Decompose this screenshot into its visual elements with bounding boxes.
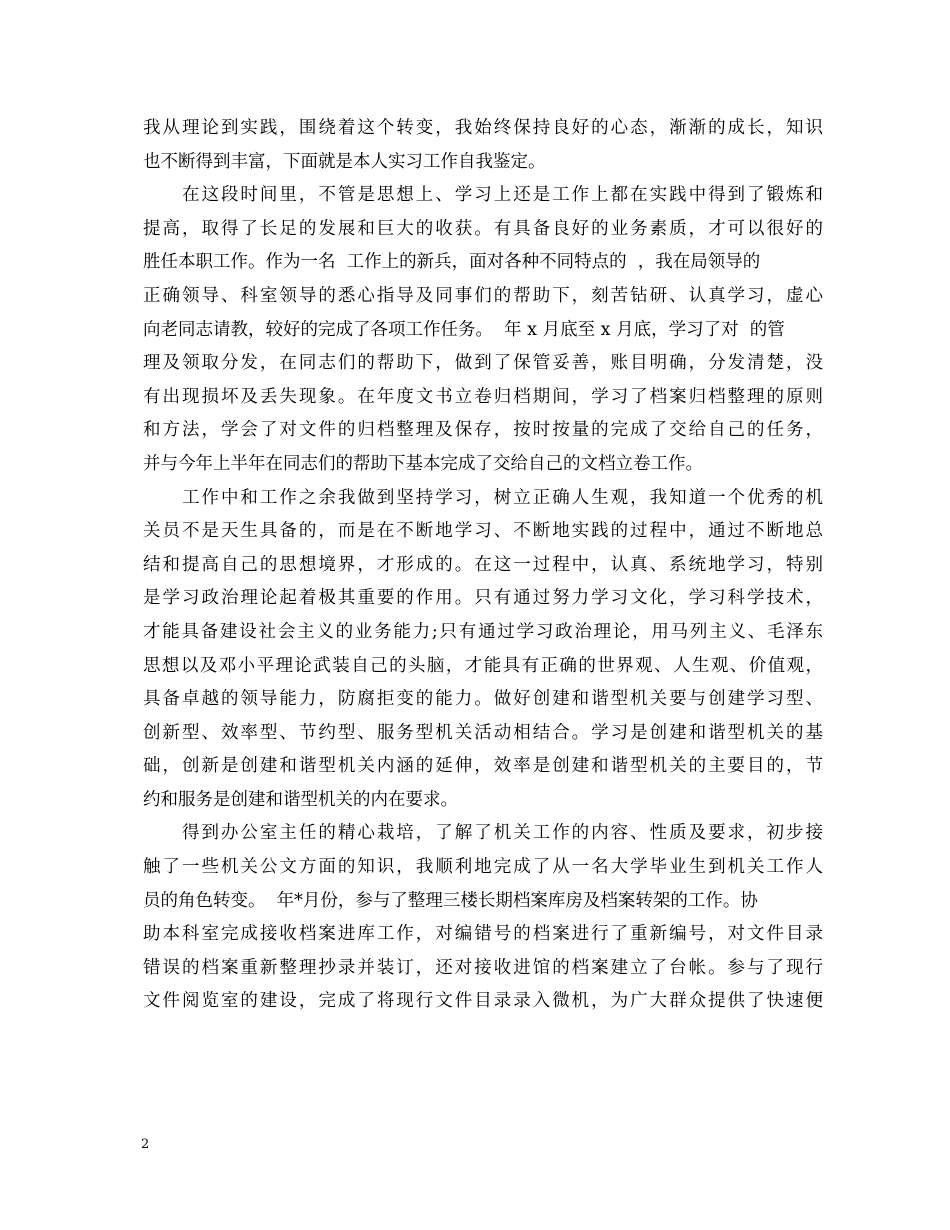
page-number: 2 <box>141 1137 150 1152</box>
text-line: 关员不是天生具备的，而是在不断地学习、不断地实践的过程中，通过不断地总 <box>143 521 823 542</box>
text-line: 础，创新是创建和谐型机关内涵的延伸，效率是创建和谐型机关的主要目的，节 <box>143 756 823 777</box>
text-line: 思想以及邓小平理论武装自己的头脑，才能具有正确的世界观、人生观、价值观， <box>143 655 823 676</box>
text-line: 在这段时间里，不管是思想上、学习上还是工作上都在实践中得到了锻炼和 <box>143 185 823 206</box>
text-line: 提高，取得了长足的发展和巨大的收获。有具备良好的业务素质，才可以很好的 <box>143 218 823 239</box>
text-line: 助本科室完成接收档案进库工作，对编错号的档案进行了重新编号，对文件目录 <box>143 924 823 945</box>
text-line: 并与今年上半年在同志们的帮助下基本完成了交给自己的文档立卷工作。 <box>143 453 703 474</box>
text-line: 才能具备建设社会主义的业务能力;只有通过学习政治理论，用马列主义、毛泽东 <box>143 621 823 642</box>
text-line: 和方法，学会了对文件的归档整理及保存，按时按量的完成了交给自己的任务， <box>143 420 823 441</box>
text-line: 胜任本职工作。作为一名 工作上的新兵，面对各种不同特点的 ，我在局领导的 <box>143 252 761 273</box>
text-line: 是学习政治理论起着极其重要的作用。只有通过努力学习文化，学习科学技术， <box>143 588 823 609</box>
text-line: 我从理论到实践，围绕着这个转变，我始终保持良好的心态，渐渐的成长，知识 <box>143 118 823 138</box>
text-line: 触了一些机关公文方面的知识，我顺利地完成了从一名大学毕业生到机关工作人 <box>143 857 823 878</box>
text-line: 约和服务是创建和谐型机关的内在要求。 <box>143 789 458 810</box>
text-line: 理及领取分发，在同志们的帮助下，做到了保管妥善，账目明确，分发清楚，没 <box>143 353 823 374</box>
text-line: 员的角色转变。 年*月份，参与了整理三楼长期档案库房及档案转架的工作。协 <box>143 890 758 911</box>
text-line: 正确领导、科室领导的悉心指导及同事们的帮助下，刻苦钻研、认真学习，虚心 <box>143 285 823 306</box>
text-line: 工作中和工作之余我做到坚持学习，树立正确人生观，我知道一个优秀的机 <box>143 487 823 508</box>
text-line: 得到办公室主任的精心栽培，了解了机关工作的内容、性质及要求，初步接 <box>143 823 823 844</box>
text-line: 也不断得到丰富，下面就是本人实习工作自我鉴定。 <box>143 151 546 172</box>
text-line: 有出现损坏及丢失现象。在年度文书立卷归档期间，学习了档案归档整理的原则 <box>143 386 823 407</box>
text-line: 创新型、效率型、节约型、服务型机关活动相结合。学习是创建和谐型机关的基 <box>143 722 823 743</box>
text-line: 错误的档案重新整理抄录并装订，还对接收进馆的档案建立了台帐。参与了现行 <box>143 957 823 978</box>
text-line: 文件阅览室的建设，完成了将现行文件目录录入微机，为广大群众提供了快速便 <box>143 991 823 1012</box>
text-line: 具备卓越的领导能力，防腐拒变的能力。做好创建和谐型机关要与创建学习型、 <box>143 689 823 710</box>
text-line: 向老同志请教，较好的完成了各项工作任务。 年 x 月底至 x 月底，学习了对 的管 <box>143 319 785 340</box>
text-line: 结和提高自己的思想境界，才形成的。在这一过程中，认真、系统地学习，特别 <box>143 554 823 575</box>
document-body <box>143 112 823 1019</box>
